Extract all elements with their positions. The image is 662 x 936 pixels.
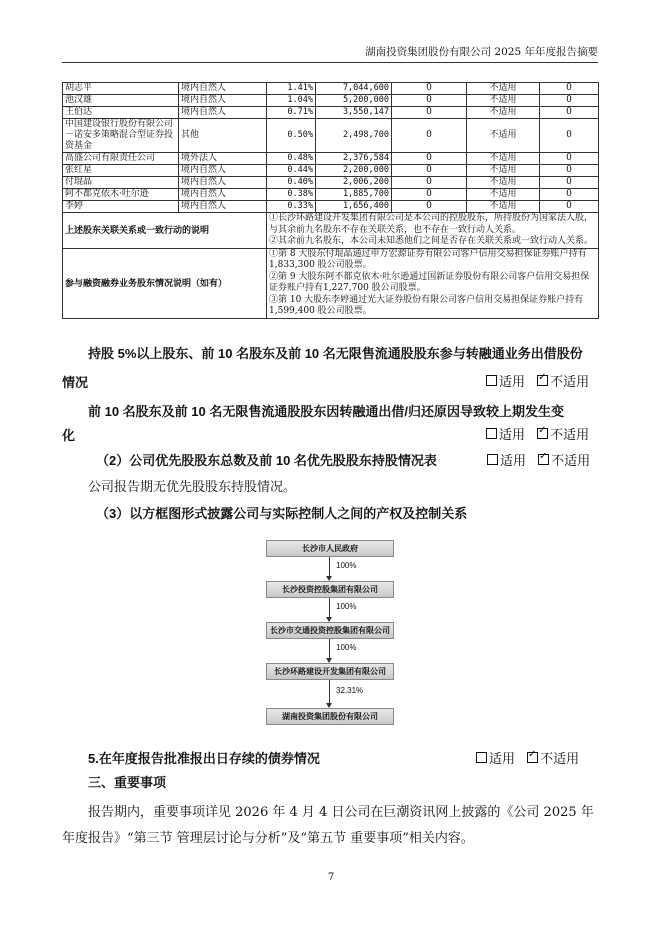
- margin-note-row: [63, 248, 599, 318]
- checkbox-not-applicable-checked: [538, 454, 549, 465]
- table-cell-shares: 5,200,000: [316, 95, 392, 107]
- table-cell-name: 阿不都克依木·吐尔逊: [63, 189, 179, 201]
- page-number: 7: [327, 872, 335, 883]
- checkbox-not-applicable-checked: [527, 752, 538, 763]
- table-row: [63, 189, 599, 201]
- applicable-label: 适用: [499, 428, 526, 443]
- table-cell-pct: 0.71%: [267, 107, 316, 119]
- header-rule: [62, 62, 598, 63]
- not-applicable-label: 不适用: [550, 375, 590, 390]
- lending-title-cont: 情况: [62, 375, 89, 390]
- table-cell-name: 池汉雄: [63, 95, 179, 107]
- lending-title: 持股 5%以上股东、前 10 名股东及前 10 名无限售流通股股东参与转融通业务出借股份: [88, 346, 583, 361]
- page-header: 湖南投资集团股份有限公司 2025 年年度报告摘要: [365, 46, 598, 58]
- table-cell-status: 不适用: [467, 189, 540, 201]
- table-row: [63, 153, 599, 165]
- margin-note-label: 参与融资融券业务股东情况说明（如有）: [63, 248, 267, 318]
- preferred-checkbox-group: [487, 450, 590, 469]
- not-applicable-label: 不适用: [550, 428, 590, 443]
- table-cell-shares: 2,200,000: [316, 165, 392, 177]
- org-box-ring-road-group: 长沙环路建设开发集团有限公司: [266, 663, 394, 680]
- table-cell-type: 境内自然人: [179, 107, 267, 119]
- table-cell-restricted: 0: [392, 95, 467, 107]
- table-cell-pct: 0.50%: [267, 119, 316, 153]
- table-cell-status: 不适用: [467, 119, 540, 153]
- related-note-text: [267, 213, 599, 249]
- table-cell-qty: 0: [540, 189, 599, 201]
- table-cell-qty: 0: [540, 95, 599, 107]
- body-paragraph-cont: 年度报告》“第三节 管理层讨论与分析”及“第五节 重要事项”相关内容。: [62, 831, 474, 846]
- margin-note-3: ③第 10 大股东李婷通过光大证券股份有限公司客户信用交易担保证券账户持有1,599,400 股公司股票。: [269, 294, 584, 316]
- table-cell-restricted: 0: [392, 119, 467, 153]
- applicable-label: 适用: [489, 752, 516, 767]
- checkbox-applicable: [476, 752, 487, 763]
- section-title: 三、重要事项: [88, 775, 167, 790]
- table-row: [63, 177, 599, 189]
- related-note-2: ②其余前九名股东，本公司未知悉他们之间是否存在关联关系或一致行动人关系。: [269, 236, 594, 246]
- table-cell-status: 不适用: [467, 153, 540, 165]
- table-row: [63, 119, 599, 153]
- margin-note-2: ②第 9 大股东阿不都克依木·吐尔逊通过国新证券股份有限公司客户信用交易担保证券账户持有1,227,700 股公司股票。: [269, 271, 590, 293]
- table-cell-shares: 7,044,600: [316, 83, 392, 95]
- table-cell-qty: 0: [540, 201, 599, 213]
- checkbox-not-applicable-checked: [537, 428, 548, 439]
- shareholder-table: [62, 82, 599, 319]
- table-cell-qty: 0: [540, 153, 599, 165]
- table-cell-status: 不适用: [467, 177, 540, 189]
- table-cell-type: 境内自然人: [179, 189, 267, 201]
- change-title-cont: 化: [62, 428, 76, 443]
- table-row: [63, 201, 599, 213]
- chart-title: （3）以方框图形式披露公司与实际控制人之间的产权及控制关系: [96, 506, 468, 521]
- table-cell-qty: 0: [540, 83, 599, 95]
- table-cell-name: 王伯达: [63, 107, 179, 119]
- table-cell-shares: 3,550,147: [316, 107, 392, 119]
- connector-line: [329, 557, 330, 577]
- ownership-diagram: [266, 540, 394, 730]
- table-cell-qty: 0: [540, 165, 599, 177]
- org-box-changsha-investment: 长沙投资控股集团有限公司: [266, 581, 394, 598]
- table-cell-type: 其他: [179, 119, 267, 153]
- bonds-checkbox-group: [476, 748, 579, 767]
- table-row: [63, 83, 599, 95]
- table-cell-name: 中国建设银行股份有限公司－诺安多策略混合型证券投资基金: [63, 119, 179, 153]
- checkbox-applicable: [486, 375, 497, 386]
- table-cell-name: 胡志平: [63, 83, 179, 95]
- lending-checkbox-group: [486, 371, 589, 390]
- table-cell-name: 付琨晶: [63, 177, 179, 189]
- table-cell-restricted: 0: [392, 177, 467, 189]
- change-title: 前 10 名股东及前 10 名无限售流通股股东因转融通出借/归还原因导致较上期发生变: [88, 404, 564, 419]
- connector-line: [329, 598, 330, 618]
- table-cell-shares: 2,498,700: [316, 119, 392, 153]
- table-row: [63, 95, 599, 107]
- org-box-changsha-transport: 长沙市交通投资控股集团有限公司: [266, 622, 394, 639]
- table-cell-name: 张红星: [63, 165, 179, 177]
- preferred-text: 公司报告期无优先股股东持股情况。: [88, 480, 297, 495]
- table-cell-pct: 1.04%: [267, 95, 316, 107]
- table-cell-shares: 1,656,400: [316, 201, 392, 213]
- checkbox-applicable: [486, 428, 497, 439]
- table-cell-restricted: 0: [392, 107, 467, 119]
- table-cell-status: 不适用: [467, 83, 540, 95]
- checkbox-applicable: [487, 454, 498, 465]
- table-cell-status: 不适用: [467, 201, 540, 213]
- pct-label: 32.31%: [336, 686, 364, 695]
- table-cell-shares: 1,885,700: [316, 189, 392, 201]
- table-cell-restricted: 0: [392, 153, 467, 165]
- table-cell-status: 不适用: [467, 95, 540, 107]
- table-cell-qty: 0: [540, 107, 599, 119]
- table-row: [63, 165, 599, 177]
- table-cell-status: 不适用: [467, 107, 540, 119]
- table-cell-restricted: 0: [392, 201, 467, 213]
- table-cell-type: 境内自然人: [179, 165, 267, 177]
- bonds-title: 5.在年度报告批准报出日存续的债券情况: [88, 751, 320, 766]
- table-cell-restricted: 0: [392, 189, 467, 201]
- pct-label: 100%: [336, 602, 357, 611]
- table-cell-pct: 1.41%: [267, 83, 316, 95]
- connector-line: [329, 639, 330, 659]
- table-cell-shares: 2,006,200: [316, 177, 392, 189]
- table-cell-pct: 0.38%: [267, 189, 316, 201]
- table-cell-qty: 0: [540, 177, 599, 189]
- table-cell-pct: 0.33%: [267, 201, 316, 213]
- pct-label: 100%: [336, 643, 357, 652]
- connector-line: [329, 680, 330, 704]
- table-cell-type: 境内自然人: [179, 177, 267, 189]
- table-cell-name: 李婷: [63, 201, 179, 213]
- table-cell-pct: 0.48%: [267, 153, 316, 165]
- table-cell-type: 境内自然人: [179, 83, 267, 95]
- change-checkbox-group: [486, 424, 589, 443]
- table-cell-type: 境内自然人: [179, 95, 267, 107]
- margin-note-text: [267, 248, 599, 318]
- body-paragraph: 报告期内，重要事项详见 2026 年 4 月 4 日公司在巨潮资讯网上披露的《公司 2025 年: [88, 805, 594, 820]
- related-note-label: 上述股东关联关系或一致行动的说明: [63, 213, 267, 249]
- preferred-title: （2）公司优先股股东总数及前 10 名优先股股东持股情况表: [96, 453, 437, 468]
- table-cell-restricted: 0: [392, 83, 467, 95]
- table-cell-qty: 0: [540, 119, 599, 153]
- table-cell-type: 境外法人: [179, 153, 267, 165]
- org-box-changsha-gov: 长沙市人民政府: [266, 540, 394, 557]
- margin-note-1: ①第 8 大股东付琨晶通过申万宏源证券有限公司客户信用交易担保证券账户持有1,833,300 股公司股票。: [269, 248, 587, 270]
- applicable-label: 适用: [499, 375, 526, 390]
- table-cell-name: 高盛公司有限责任公司: [63, 153, 179, 165]
- not-applicable-label: 不适用: [551, 454, 591, 469]
- related-note-row: [63, 213, 599, 249]
- table-row: [63, 107, 599, 119]
- table-cell-type: 境内自然人: [179, 201, 267, 213]
- table-cell-pct: 0.44%: [267, 165, 316, 177]
- org-box-hunan-investment: 湖南投资集团股份有限公司: [266, 708, 394, 725]
- pct-label: 100%: [336, 561, 357, 570]
- applicable-label: 适用: [500, 454, 527, 469]
- related-note-1: ①长沙环路建设开发集团有限公司是本公司的控股股东，所持股份为国家法人股，与其余前九名股东不存在关联关系，也不存在一致行动人关系。: [269, 213, 594, 235]
- table-cell-restricted: 0: [392, 165, 467, 177]
- table-cell-shares: 2,376,584: [316, 153, 392, 165]
- checkbox-not-applicable-checked: [537, 375, 548, 386]
- table-cell-pct: 0.40%: [267, 177, 316, 189]
- table-cell-status: 不适用: [467, 165, 540, 177]
- not-applicable-label: 不适用: [540, 752, 580, 767]
